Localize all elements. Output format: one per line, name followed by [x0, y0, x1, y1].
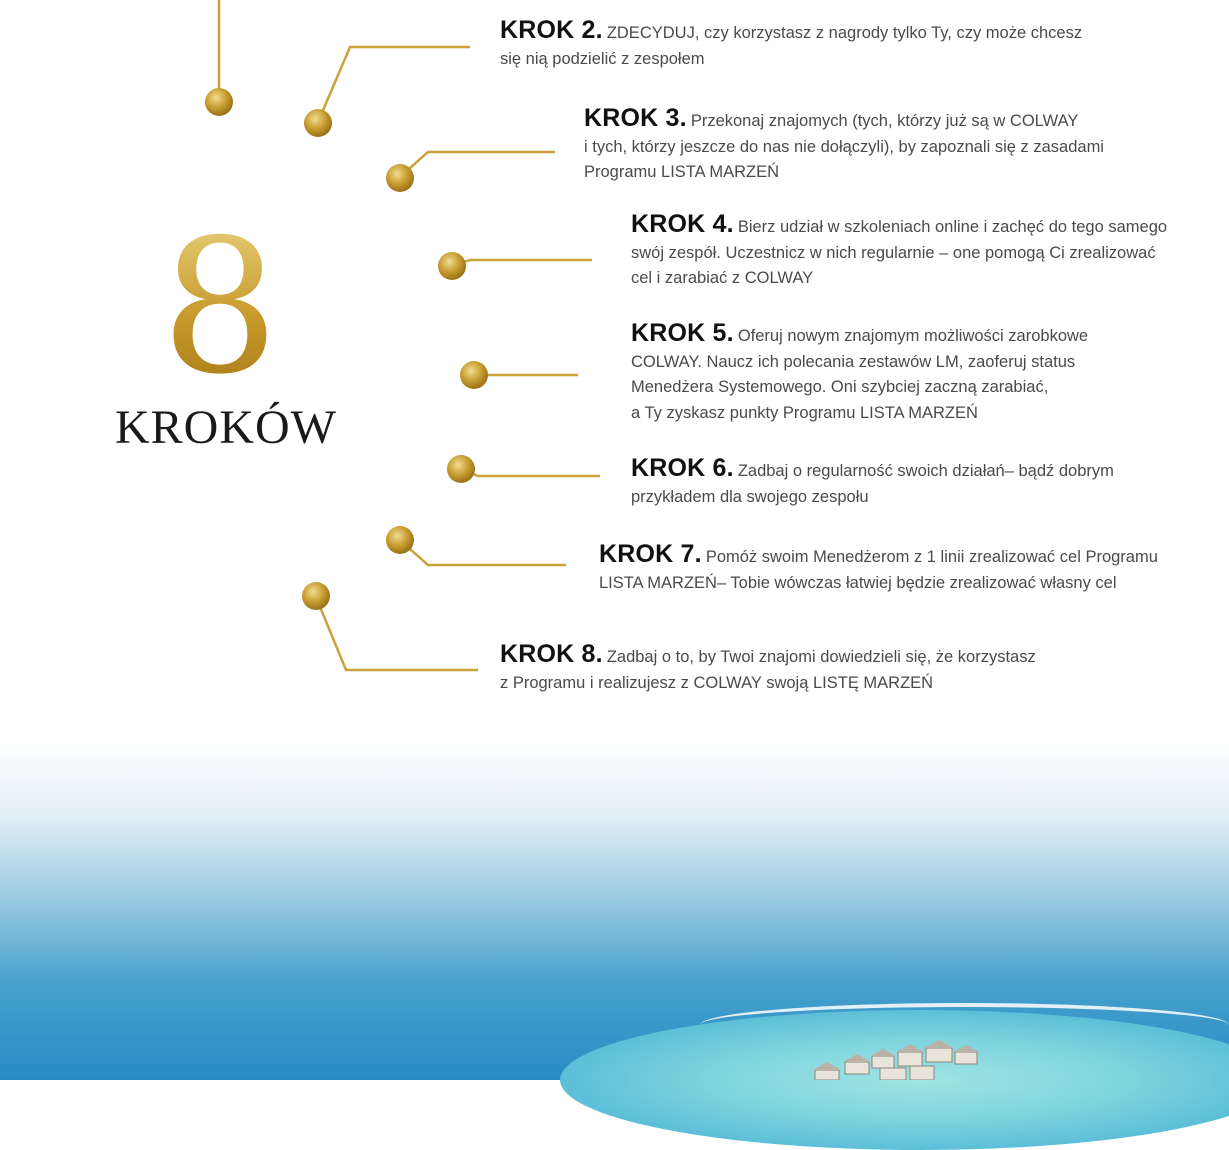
step-8: [500, 642, 1036, 696]
connector-step-4: [452, 260, 592, 266]
step-4-line-1: Bierz udział w szkoleniach online i zachęć do tego samego: [737, 218, 1168, 236]
step-7: [599, 542, 1158, 596]
step-8-title: KROK 8.: [500, 640, 603, 668]
connector-step-7: [401, 541, 566, 565]
connector-step-2: [318, 47, 470, 122]
step-7-line-1: Pomóż swoim Menedżerom z 1 linii zrealizować cel Programu: [705, 548, 1158, 566]
step-3-title: KROK 3.: [584, 104, 687, 132]
dot-step-6: [447, 455, 475, 483]
step-2-line-2: się nią podzielić z zespołem: [500, 49, 705, 68]
step-5-line-4: a Ty zyskasz punkty Programu LISTA MARZEŃ: [631, 403, 978, 422]
steps-count-number: 8: [161, 199, 279, 415]
step-5-title: KROK 5.: [631, 319, 734, 347]
dot-step-3: [386, 164, 414, 192]
dot-step-7: [386, 526, 414, 554]
step-3: [584, 106, 1104, 186]
step-5-line-1: Oferuj nowym znajomym możliwości zarobkowe: [737, 327, 1089, 345]
connector-step-8: [316, 597, 478, 670]
step-5-line-2: COLWAY. Naucz ich polecania zestawów LM, zaoferuj status: [631, 352, 1076, 371]
connector-step-6: [461, 469, 600, 476]
step-4-title: KROK 4.: [631, 210, 734, 238]
step-6-title: KROK 6.: [631, 454, 734, 482]
dot-step-5: [460, 361, 488, 389]
step-5: [631, 321, 1088, 426]
step-4-line-3: cel i zarabiać z COLWAY: [631, 269, 814, 287]
step-2-title: KROK 2.: [500, 16, 603, 44]
step-6: [631, 456, 1114, 510]
steps-count-label: KROKÓW: [115, 401, 337, 454]
dot-step-2: [304, 109, 332, 137]
step-6-line-1: Zadbaj o regularność swoich działań– bądź dobrym: [737, 462, 1114, 480]
dot-step-4: [438, 252, 466, 280]
step-3-line-1: Przekonaj znajomych (tych, którzy już są w COLWAY: [690, 112, 1079, 130]
step-7-title: KROK 7.: [599, 540, 702, 568]
step-8-line-2: z Programu i realizujesz z COLWAY swoją LISTĘ MARZEŃ: [500, 673, 934, 692]
step-7-line-2: LISTA MARZEŃ– Tobie wówczas łatwiej będzie zrealizować własny cel: [599, 573, 1117, 592]
step-3-line-3: Programu LISTA MARZEŃ: [584, 163, 779, 181]
dot-step-8: [302, 582, 330, 610]
step-2-line-1: ZDECYDUJ, czy korzystasz z nagrody tylko Ty, czy może chcesz: [606, 24, 1083, 42]
step-6-line-2: przykładem dla swojego zespołu: [631, 487, 869, 506]
step-8-line-1: Zadbaj o to, by Twoi znajomi dowiedzieli się, że korzystasz: [606, 648, 1036, 666]
dot-step-1: [205, 88, 233, 116]
step-3-line-2: i tych, którzy jeszcze do nas nie dołączyli), by zapoznali się z zasadami: [584, 137, 1104, 156]
step-4-line-2: swój zespół. Uczestnicz w nich regularnie – one pomogą Ci zrealizować: [631, 243, 1156, 262]
connector-step-3: [400, 152, 555, 177]
step-4: [631, 212, 1167, 292]
step-2: [500, 18, 1082, 72]
step-5-line-3: Menedżera Systemowego. Oni szybciej zaczną zarabiać,: [631, 378, 1049, 396]
